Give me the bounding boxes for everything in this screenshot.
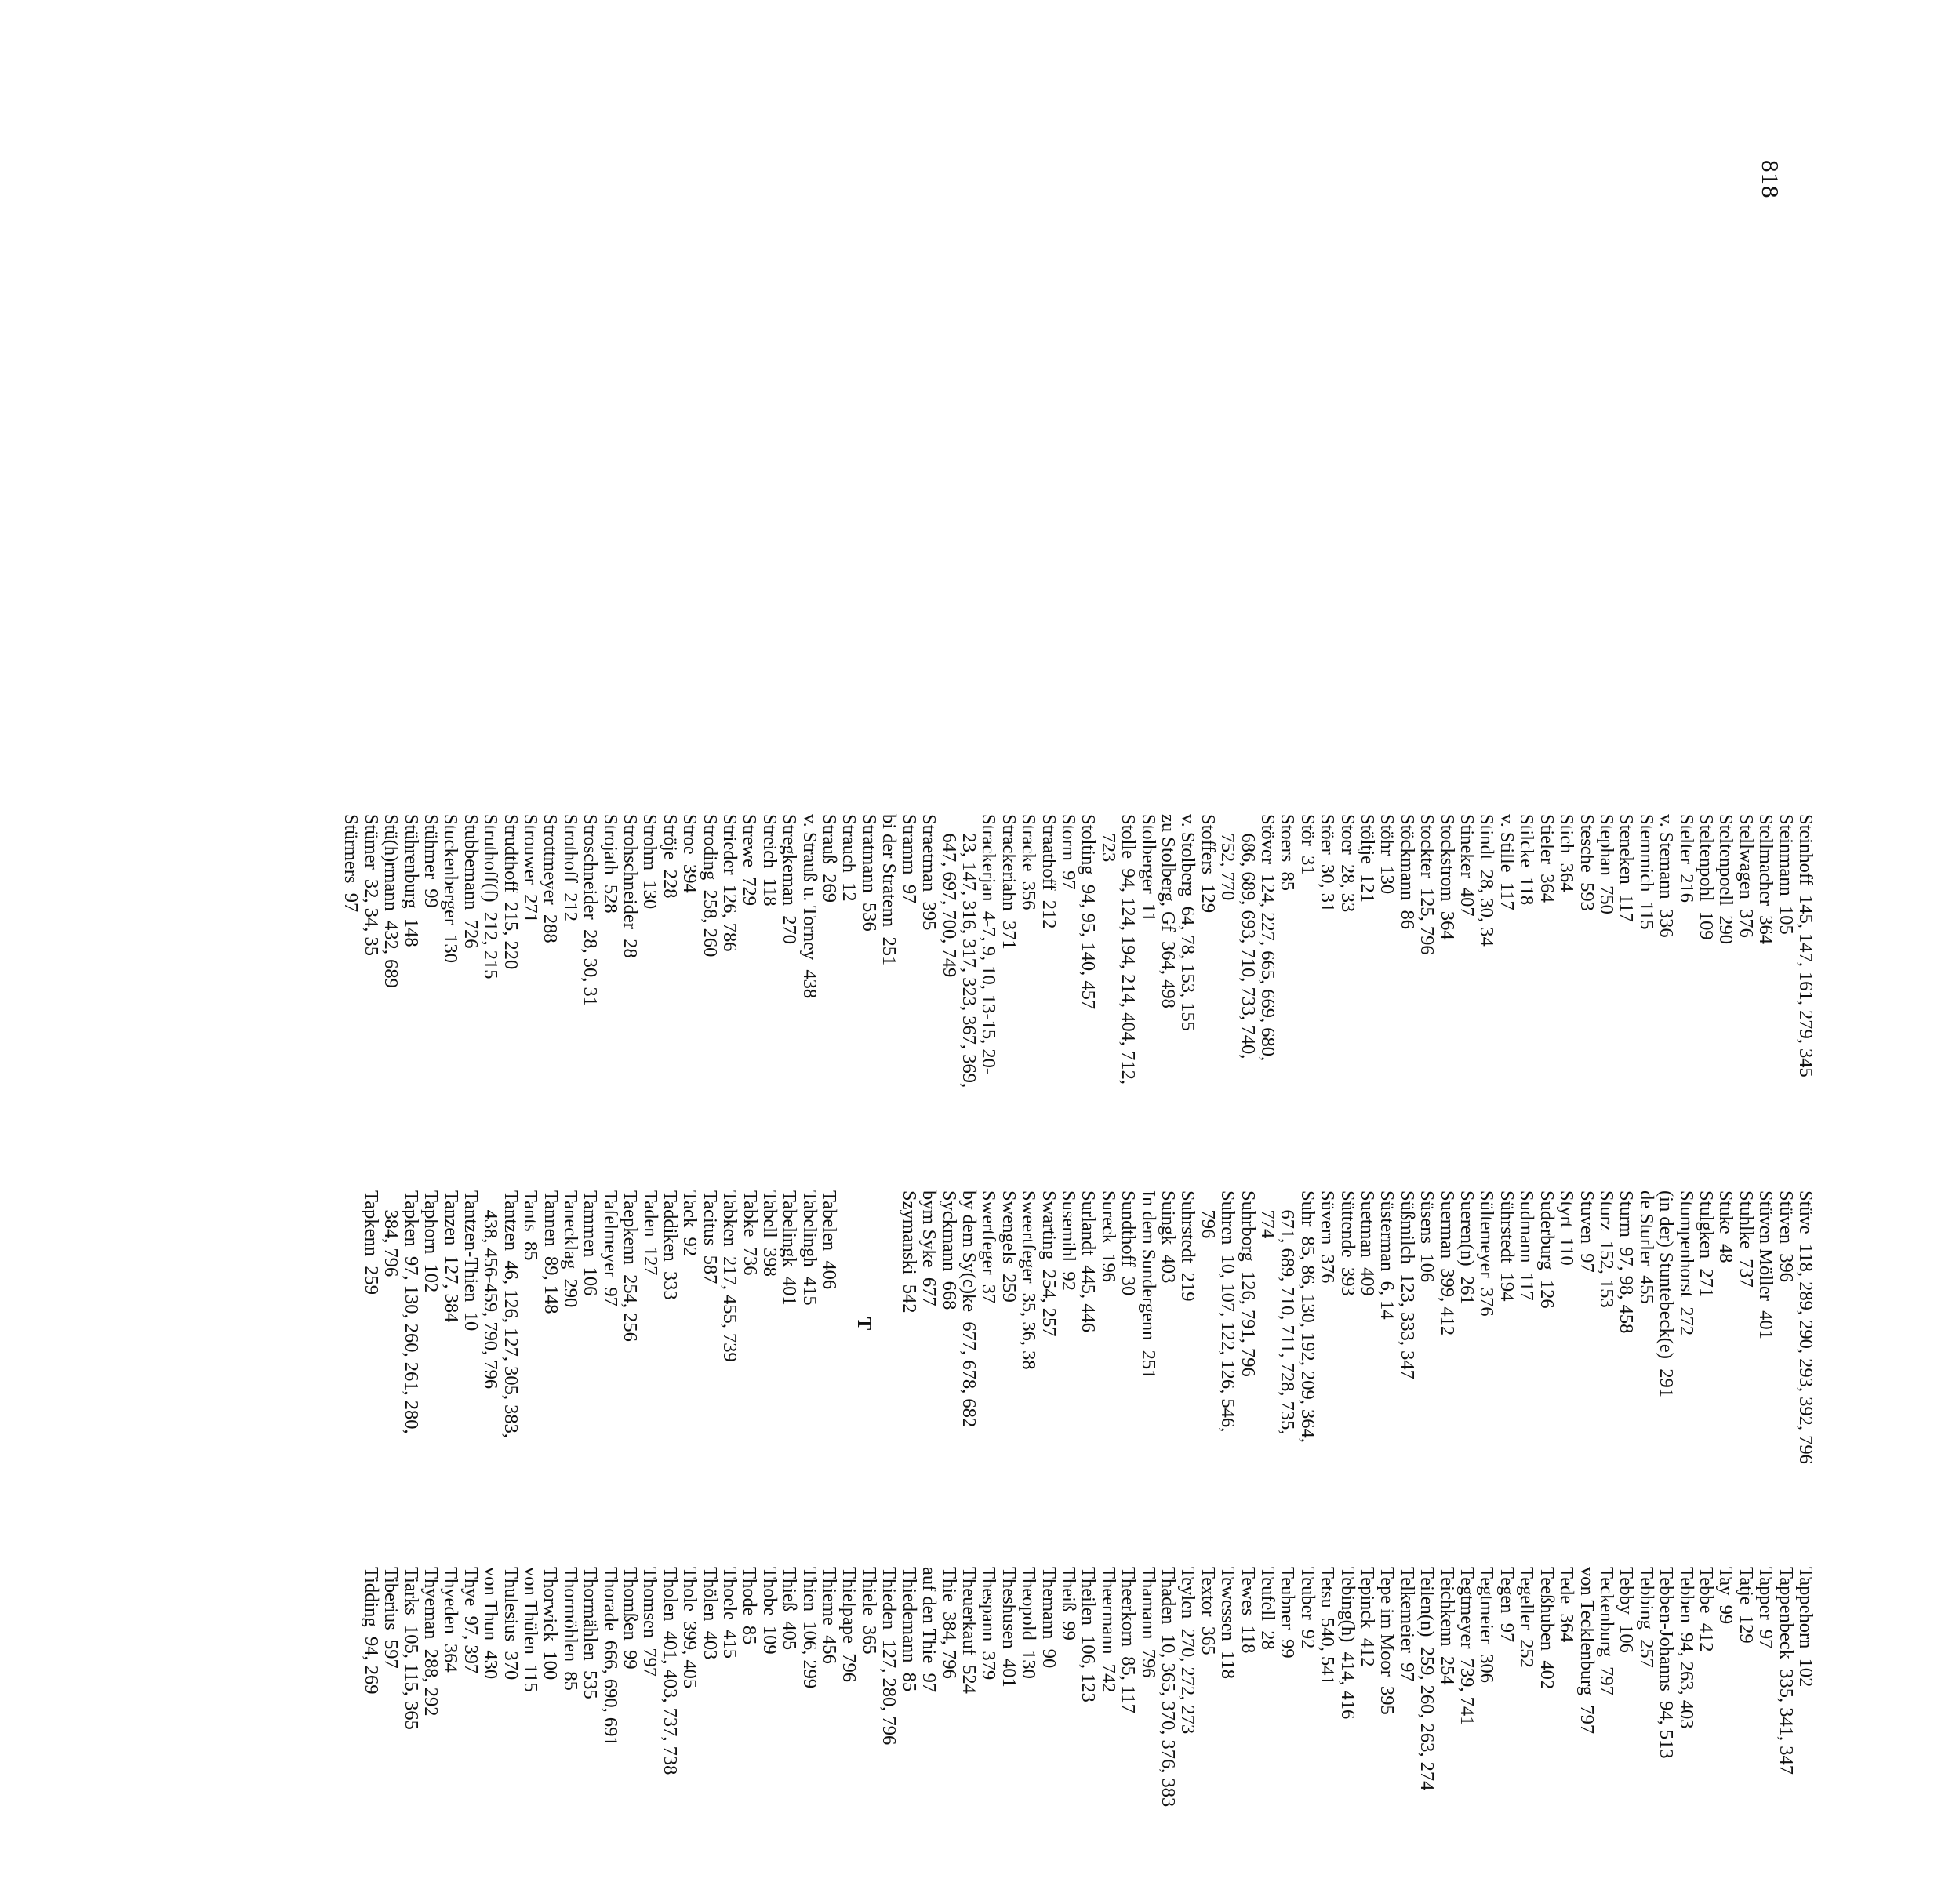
index-entry: Tebing(h) 414, 416	[1336, 1567, 1358, 1720]
index-entry: Thien 106, 299	[798, 1567, 820, 1689]
index-entry: Tiberius 597	[380, 1567, 402, 1669]
index-entry: Stuke 48	[1715, 1190, 1737, 1263]
index-entry: Syckmann 668	[938, 1190, 960, 1310]
index-entry: Thiele 365	[858, 1567, 880, 1655]
index-entry: Teylen 270, 272, 273	[1177, 1567, 1199, 1735]
index-entry: Stuven 97	[1576, 1190, 1598, 1273]
index-column-2	[362, 1190, 1816, 1528]
index-entry: Teeßhuben 402	[1536, 1567, 1558, 1690]
index-entry: Sweertfeger 35, 36, 38	[1018, 1190, 1040, 1370]
index-entry: Thyeman 288, 292	[420, 1567, 442, 1717]
index-entry: Thieme 456	[819, 1567, 841, 1664]
index-entry: Tede 364	[1556, 1567, 1578, 1643]
index-entry: Telkemeier 97	[1396, 1567, 1418, 1682]
index-entry: auf den Thie 97	[918, 1567, 940, 1693]
index-entry: Thode 85	[739, 1567, 761, 1645]
index-entry: Ströje 228	[659, 814, 681, 899]
index-entry: Tegtmeyer 739, 741	[1456, 1567, 1478, 1726]
letter-heading: T	[853, 1317, 875, 1331]
index-entry: Tappehorn 102	[1795, 1567, 1816, 1688]
index-entry: Suhrborg 126, 791, 796	[1237, 1190, 1259, 1377]
index-entry: Stroe 394	[679, 814, 701, 893]
index-entry: Theshusen 401	[998, 1567, 1020, 1688]
index-entry: Thorade 666, 690, 691	[599, 1567, 621, 1746]
index-entry: Stöhr 130	[1376, 814, 1398, 895]
index-entry: Taphorn 102	[420, 1190, 442, 1293]
index-entry: Styrt 110	[1556, 1190, 1578, 1266]
index-entry: Stolting 94, 95, 140, 457	[1078, 814, 1100, 1010]
index-entry: 438, 456-459, 790, 796	[480, 1190, 502, 1390]
index-entry: 23, 147, 316, 317, 323, 367, 369,	[958, 814, 980, 1088]
index-entry: Thölen 403	[699, 1567, 721, 1660]
index-entry: Stuhlke 737	[1735, 1190, 1757, 1288]
index-entry: Stramm 97	[898, 814, 920, 904]
index-entry: Stührenburg 148	[400, 814, 422, 947]
page-number: 818	[1757, 160, 1784, 199]
index-entry: Theopold 130	[1018, 1567, 1040, 1679]
index-entry: Stümer 32, 34, 35	[360, 814, 382, 957]
index-entry: Sudmann 117	[1516, 1190, 1538, 1301]
index-entry: Tebben 94, 263, 403	[1675, 1567, 1697, 1729]
index-entry: v. Strauß u. Torney 438	[798, 814, 820, 999]
index-entry: Theermann 742	[1097, 1567, 1119, 1693]
index-entry: Tholen 401, 403, 737, 738	[659, 1567, 681, 1775]
index-entry: Tabelen 406	[819, 1190, 841, 1290]
index-entry: Tabke 736	[739, 1190, 761, 1276]
index-entry: Suetman 409	[1357, 1190, 1379, 1296]
index-entry: Steltenpoell 290	[1715, 814, 1737, 945]
index-entry: Suhren 10, 107, 122, 126, 546,	[1217, 1190, 1239, 1433]
index-entry: Stelter 216	[1675, 814, 1697, 903]
index-entry: Sültemeyer 376	[1476, 1190, 1498, 1317]
index-entry: Süvern 376	[1317, 1190, 1339, 1284]
index-entry: Tapken 97, 130, 260, 261, 280,	[400, 1190, 422, 1434]
index-entry: Strottmeyer 288	[540, 814, 562, 943]
index-entry: Teilen(n) 259, 260, 263, 274	[1416, 1567, 1438, 1791]
index-entry: Tidding 94, 269	[360, 1567, 382, 1695]
index-entry: Tay 99	[1715, 1567, 1737, 1625]
index-entry: 647, 697, 700, 749	[938, 814, 960, 978]
index-entry: Surlandt 445, 446	[1078, 1190, 1100, 1333]
index-entry: Stürmers 97	[340, 814, 362, 913]
index-entry: Thieß 405	[779, 1567, 801, 1651]
index-entry: Thormählen 535	[580, 1567, 602, 1699]
index-entry: Süttende 393	[1336, 1190, 1358, 1296]
index-column-1	[341, 814, 1816, 1151]
index-entry: Stockter 125, 796	[1416, 814, 1438, 955]
index-entry: Stöckmann 86	[1396, 814, 1418, 929]
index-entry: 752, 770	[1217, 814, 1239, 901]
index-entry: Teichkenn 254	[1436, 1567, 1458, 1685]
index-entry: Stör 31	[1296, 814, 1318, 875]
index-entry: Theerkorn 85, 117	[1118, 1567, 1140, 1713]
index-entry: Stoers 85	[1277, 814, 1299, 891]
index-entry: 384, 796	[380, 1190, 402, 1277]
index-entry: Tantzen 46, 126, 127, 305, 383,	[500, 1190, 522, 1439]
index-entry: 671, 689, 710, 711, 728, 735,	[1277, 1190, 1299, 1435]
index-entry: von Thülen 115	[520, 1567, 541, 1692]
index-entry: Tabelingh 415	[798, 1190, 820, 1306]
index-entry: Tewessen 118	[1217, 1567, 1239, 1679]
index-entry: bym Syke 677	[918, 1190, 940, 1306]
index-entry: Süßmilch 123, 333, 347	[1396, 1190, 1418, 1379]
index-entry: Themann 90	[1038, 1567, 1060, 1669]
index-entry: Swengels 259	[998, 1190, 1020, 1303]
index-entry: Stroding 258, 260	[699, 814, 721, 957]
index-entry: Stuckenberger 130	[440, 814, 462, 964]
index-entry: Thobe 109	[758, 1567, 780, 1655]
index-entry: Tiarks 105, 115, 365	[400, 1567, 422, 1730]
index-entry: Stockstrom 364	[1436, 814, 1458, 940]
index-entry: Strauch 12	[838, 814, 860, 902]
index-entry: Teubner 99	[1277, 1567, 1299, 1659]
index-entry: Strothoff 212	[559, 814, 581, 922]
index-entry: Tanecklag 290	[560, 1190, 582, 1308]
index-entry: Stoffers 129	[1197, 814, 1219, 914]
index-entry: Sueren(n) 261	[1456, 1190, 1478, 1305]
index-entry: Taden 127	[639, 1190, 661, 1276]
index-entry: Suhr 85, 86, 130, 192, 209, 364,	[1296, 1190, 1318, 1443]
index-entry: Strudthoff 215, 220	[500, 814, 522, 970]
index-entry: Stöltje 121	[1357, 814, 1379, 903]
index-entry: Tegtmeier 306	[1476, 1567, 1498, 1683]
index-entry: Thormöhlen 85	[559, 1567, 581, 1691]
index-entry: Thamann 796	[1137, 1567, 1159, 1678]
index-entry: Teckenburg 797	[1595, 1567, 1617, 1695]
index-entry: Strackeriahn 371	[998, 814, 1020, 950]
index-entry: Tebben-Johanns 94, 513	[1656, 1567, 1678, 1759]
index-entry: Theiß 99	[1057, 1567, 1079, 1641]
index-entry: Straetman 395	[918, 814, 940, 931]
index-entry: by dem Sy(c)ke 677, 678, 682	[958, 1190, 980, 1428]
index-entry: Tapper 97	[1755, 1567, 1777, 1649]
index-entry: Süsens 106	[1416, 1190, 1438, 1283]
index-entry: Steneken 117	[1616, 814, 1638, 922]
index-entry: Thiedemann 85	[898, 1567, 920, 1692]
index-entry: (in der) Stuntebeck(e) 291	[1656, 1190, 1678, 1397]
index-entry: 723	[1097, 814, 1119, 863]
index-entry: Tegen 97	[1496, 1567, 1518, 1643]
index-entry: Thie 384, 796	[938, 1567, 960, 1679]
index-entry: Thomsen 797	[639, 1567, 661, 1677]
index-entry: v. Stemann 336	[1656, 814, 1678, 938]
index-entry: Thorwick 100	[540, 1567, 562, 1681]
index-entry: Tepinck 412	[1357, 1567, 1379, 1667]
index-entry: Sührstedt 194	[1496, 1190, 1518, 1302]
index-entry: Sturz 152, 153	[1595, 1190, 1617, 1308]
index-column-3	[361, 1567, 1816, 1904]
index-entry: 796	[1197, 1190, 1219, 1239]
index-entry: Strouwer 271	[520, 814, 541, 923]
index-entry: Tabelingk 401	[779, 1190, 801, 1306]
index-entry: Thespann 379	[978, 1567, 1000, 1681]
index-entry: Tebby 106	[1616, 1567, 1638, 1653]
index-entry: Strohm 130	[639, 814, 661, 910]
index-entry: Thielpape 796	[838, 1567, 860, 1682]
index-entry: 686, 689, 693, 710, 733, 740,	[1237, 814, 1259, 1059]
index-entry: Stellmacher 364	[1755, 814, 1777, 945]
index-entry: Tapkenn 259	[360, 1190, 382, 1295]
index-entry: Strewe 729	[739, 814, 761, 907]
index-entry: Storm 97	[1057, 814, 1079, 890]
index-entry: Szymanski 542	[898, 1190, 920, 1314]
index-entry: Tack 92	[679, 1190, 701, 1257]
index-entry: Tebbe 412	[1695, 1567, 1717, 1652]
index-entry: Stoer 28, 33	[1336, 814, 1358, 913]
index-entry: zu Stolberg, Gf 364, 498	[1158, 814, 1179, 1008]
index-entry: Thulesius 370	[500, 1567, 522, 1681]
index-entry: Tammen 106	[580, 1190, 602, 1296]
index-entry: von Thun 430	[480, 1567, 502, 1680]
index-entry: Stellwagen 376	[1735, 814, 1757, 938]
index-entry: Strojath 528	[599, 814, 621, 914]
index-entry: Tanzen 127, 384	[440, 1190, 462, 1323]
index-entry: Stich 364	[1556, 814, 1578, 892]
index-entry: Suhrstedt 219	[1177, 1190, 1199, 1302]
index-entry: Strauß 269	[819, 814, 841, 903]
index-entry: Tabken 217, 455, 739	[719, 1190, 741, 1362]
index-entry: Tegeller 252	[1516, 1567, 1538, 1668]
index-entry: Stöer 30, 31	[1317, 814, 1339, 913]
index-entry: Tepe im Moor 395	[1376, 1567, 1398, 1715]
index-entry: Steinmann 105	[1775, 814, 1797, 935]
index-entry: Teuber 92	[1296, 1567, 1318, 1649]
index-entry: Taddiken 333	[660, 1190, 682, 1300]
index-entry: Struthoff(f) 212, 215	[480, 814, 502, 979]
index-entry: Stüve 118, 289, 290, 293, 392, 796	[1795, 1190, 1816, 1464]
index-entry: Stemmich 115	[1635, 814, 1657, 930]
index-entry: Stubbemann 726	[460, 814, 482, 949]
index-entry: v. Stille 117	[1496, 814, 1518, 910]
index-entry: Tetsu 540, 541	[1317, 1567, 1339, 1685]
index-entry: Thye 97, 397	[460, 1567, 482, 1674]
index-entry: Teufell 28	[1257, 1567, 1279, 1650]
index-entry: v. Stolberg 64, 78, 153, 155	[1177, 814, 1199, 1031]
index-entry: Süsterman 6, 14	[1376, 1190, 1398, 1320]
index-entry: von Tecklenburg 797	[1576, 1567, 1598, 1735]
index-entry: Sureck 196	[1097, 1190, 1119, 1283]
index-entry: Thole 399, 405	[679, 1567, 701, 1689]
index-entry: Stumpenhorst 272	[1675, 1190, 1697, 1336]
index-entry: Stieler 364	[1536, 814, 1558, 903]
index-entry: Suingk 403	[1158, 1190, 1179, 1284]
index-entry: Thomßen 99	[620, 1567, 642, 1670]
index-entry: Susemihl 92	[1057, 1190, 1079, 1291]
index-entry: Swarting 254, 257	[1038, 1190, 1060, 1337]
index-entry: Thoele 415	[719, 1567, 741, 1659]
index-entry: Tabell 398	[759, 1190, 781, 1277]
index-entry: Sundthoff 30	[1118, 1190, 1140, 1296]
index-entry: Strieder 126, 786	[719, 814, 741, 952]
index-entry: Stilcke 118	[1516, 814, 1538, 906]
index-entry: Suderburg 126	[1536, 1190, 1558, 1309]
index-entry: Stüven Möller 401	[1755, 1190, 1777, 1339]
index-entry: Streich 118	[758, 814, 780, 907]
index-columns	[137, 814, 1816, 1863]
index-entry: Stratmann 536	[858, 814, 880, 932]
index-entry: Tacitus 587	[699, 1190, 721, 1284]
index-entry: Tappenbeck 335, 341, 347	[1775, 1567, 1797, 1775]
index-entry: Tafelmeyer 97	[599, 1190, 621, 1306]
index-entry: Tatje 129	[1735, 1567, 1757, 1644]
spacer	[878, 1190, 899, 1528]
index-entry: Stühmer 99	[420, 814, 442, 908]
index-entry: 774	[1257, 1190, 1279, 1239]
index-entry: Stracke 356	[1018, 814, 1040, 910]
index-entry: Swertfeger 37	[978, 1190, 1000, 1304]
index-entry: Stindt 28, 30, 34	[1476, 814, 1498, 947]
index-entry: Theilen 106, 123	[1078, 1567, 1100, 1702]
index-entry: Straathoff 212	[1038, 814, 1060, 929]
index-entry: Steltenpohl 109	[1695, 814, 1717, 940]
index-entry: Stesche 593	[1576, 814, 1598, 911]
index-entry: Taepkenn 254, 256	[620, 1190, 642, 1342]
index-entry: Thieden 127, 280, 796	[878, 1567, 900, 1746]
index-entry: Strohschneider 28	[620, 814, 642, 958]
index-entry: In dem Sundergenn 251	[1137, 1190, 1159, 1379]
index-entry: Stü(h)rmann 432, 689	[380, 814, 402, 988]
index-entry: Tantzen-Thien 10	[460, 1190, 482, 1332]
index-entry: Stolberger 11	[1137, 814, 1159, 922]
index-entry: Tebbing 257	[1635, 1567, 1657, 1668]
index-entry: Theuerkauf 524	[958, 1567, 980, 1694]
index-entry: Sturm 97, 98, 458	[1616, 1190, 1638, 1334]
index-entry: Textor 365	[1197, 1567, 1219, 1655]
index-entry: Stephan 750	[1595, 814, 1617, 914]
index-entry: Stüven 396	[1775, 1190, 1797, 1283]
index-entry: Stroschneider 28, 30, 31	[580, 814, 602, 1006]
index-entry: Stöver 124, 227, 665, 669, 680,	[1257, 814, 1279, 1062]
index-entry: Suerman 399, 412	[1436, 1190, 1458, 1336]
index-entry: Thaden 10, 365, 370, 376, 383	[1158, 1567, 1179, 1808]
index-entry: Tewes 118	[1237, 1567, 1259, 1654]
index-entry: Stolle 94, 124, 194, 214, 404, 712,	[1118, 814, 1140, 1085]
index-entry: Tants 85	[520, 1190, 542, 1261]
index-entry: Stregkeman 270	[779, 814, 801, 945]
index-entry: Strackerjan 4-7, 9, 10, 13-15, 20-	[978, 814, 1000, 1075]
index-entry: Stulgken 271	[1695, 1190, 1717, 1298]
index-entry: Thyeden 364	[440, 1567, 462, 1673]
index-entry: Steinhoff 145, 147, 161, 279, 345	[1795, 814, 1816, 1077]
index-entry: Stineker 407	[1456, 814, 1478, 917]
index-entry: de Sturler 455	[1635, 1190, 1657, 1304]
index-entry: Tannen 89, 148	[540, 1190, 562, 1314]
index-entry: bi der Stratenn 251	[878, 814, 900, 966]
